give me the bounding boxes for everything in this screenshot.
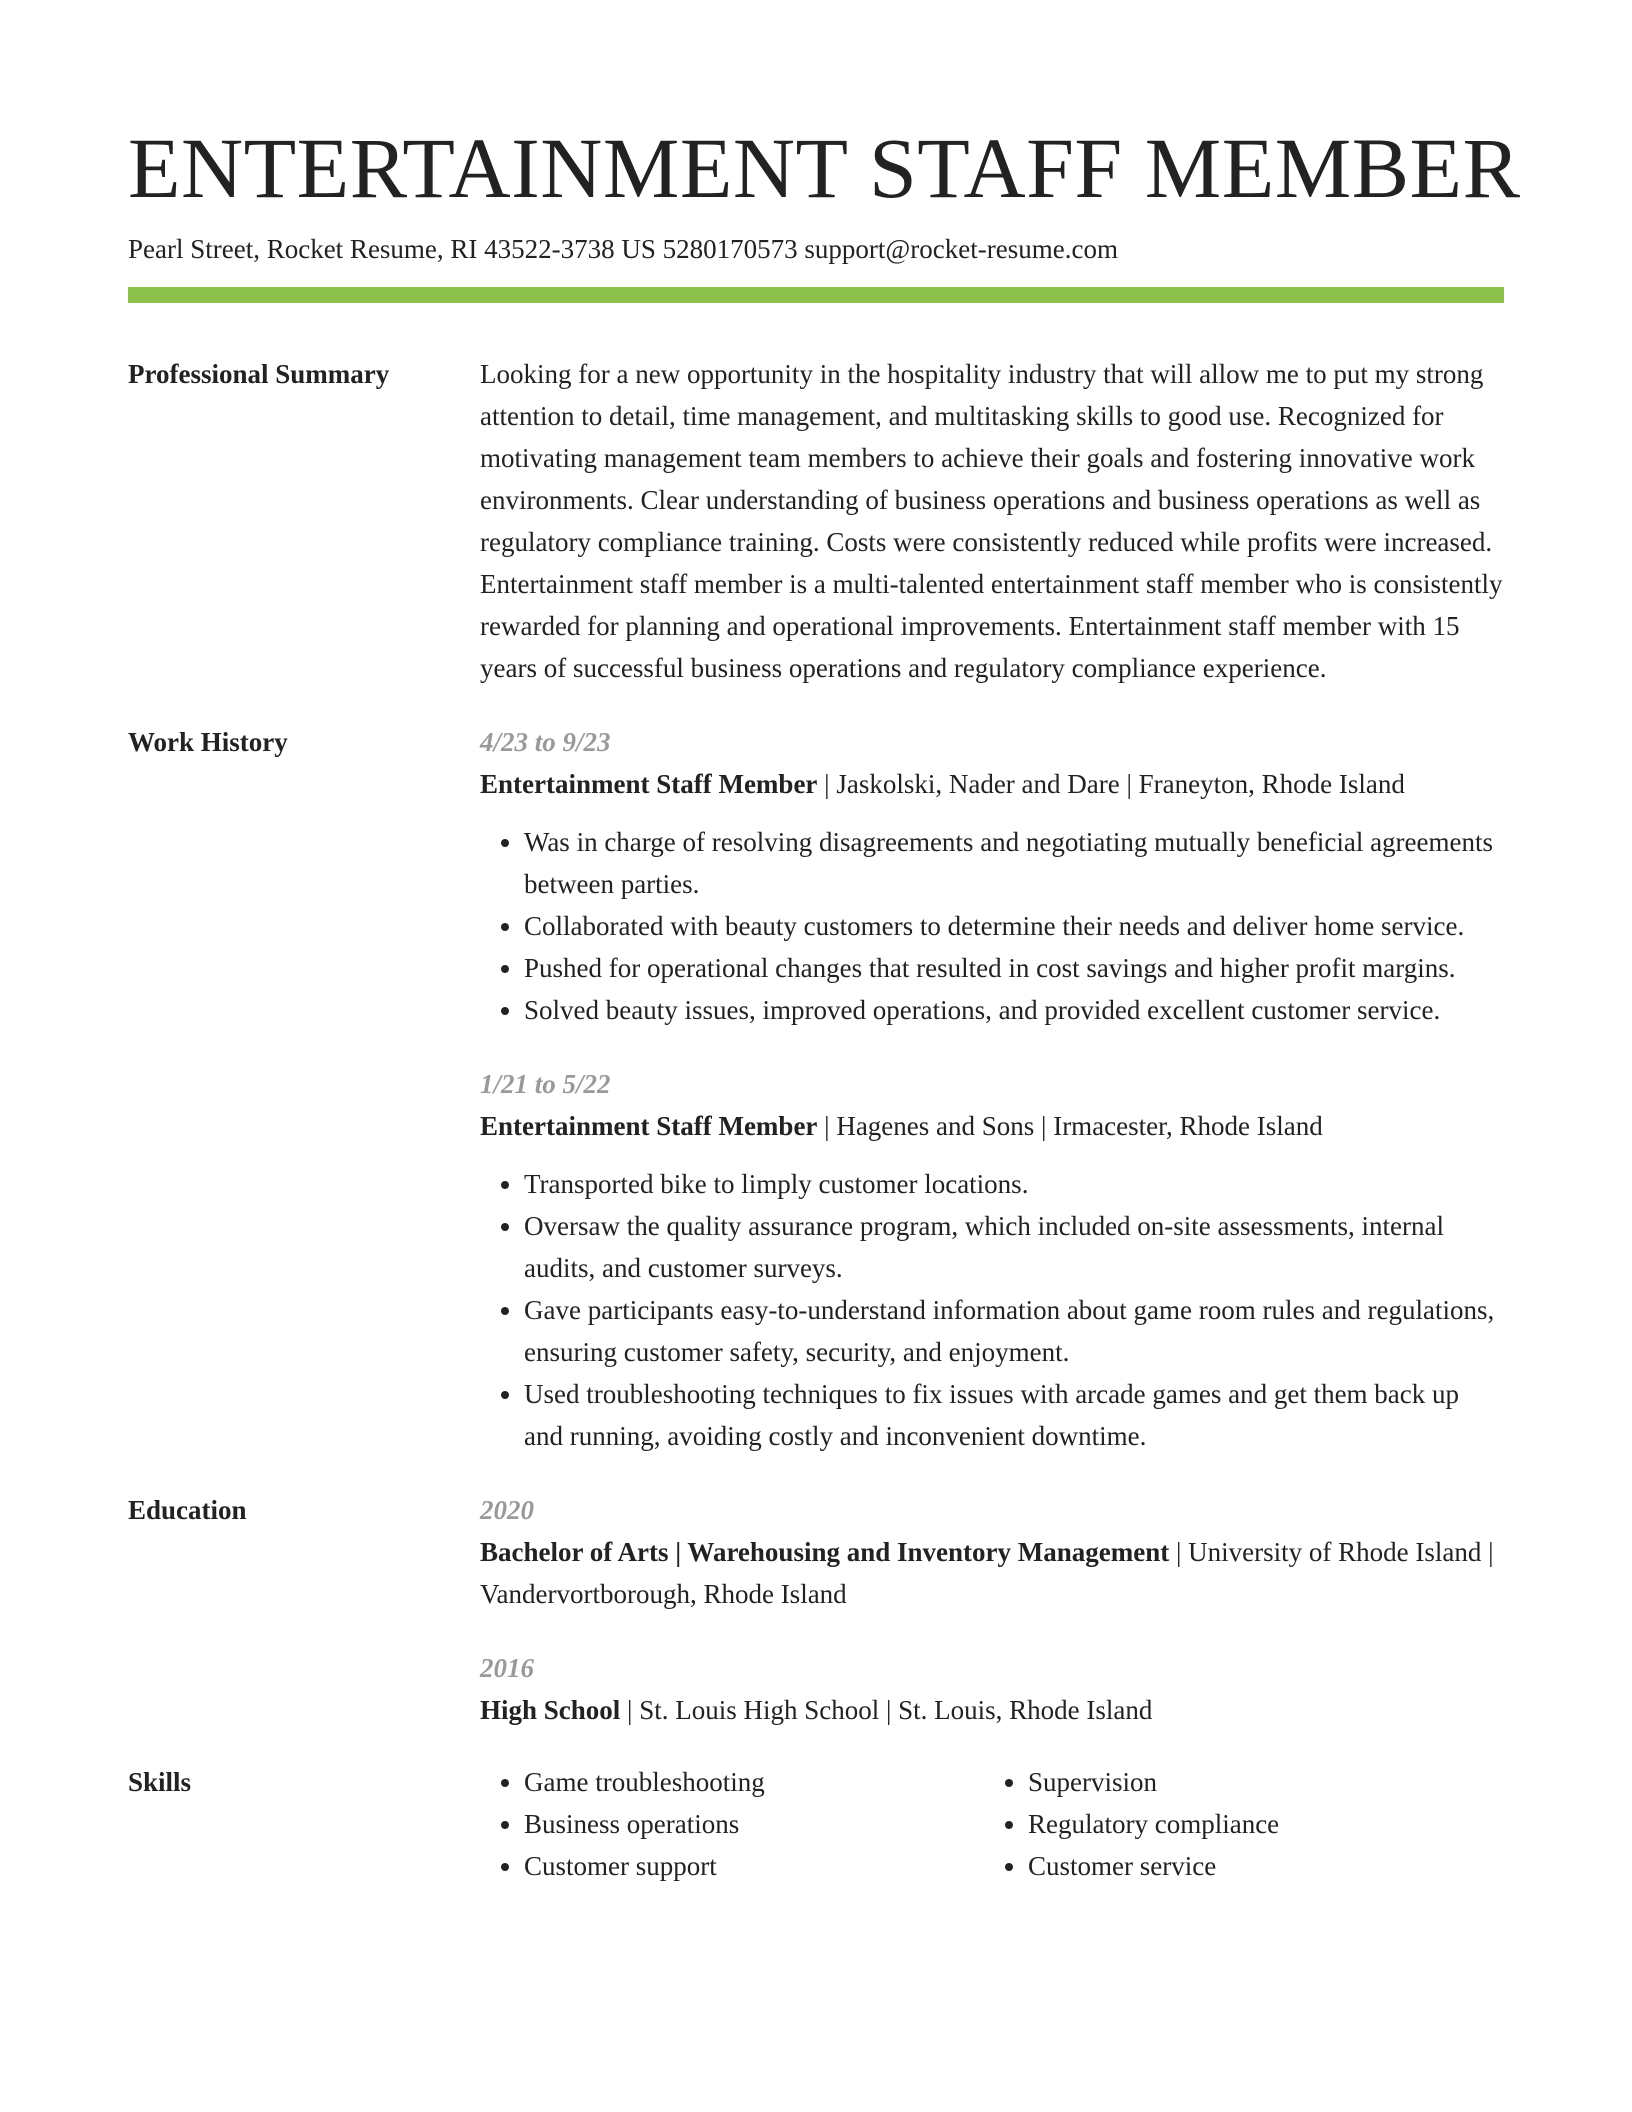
section-title-education: Education — [128, 1495, 247, 1525]
education-degree: High School — [480, 1695, 621, 1725]
job-role: Entertainment Staff Member — [480, 769, 818, 799]
job-bullets — [480, 821, 1504, 1031]
education-section — [128, 1489, 1504, 1731]
skill-item: • Regulatory compliance — [1028, 1803, 1488, 1845]
skills-column-left — [480, 1761, 984, 1887]
job-entry — [480, 721, 1504, 1031]
skill-item: • Supervision — [1028, 1761, 1488, 1803]
education-year: 2020 — [480, 1495, 534, 1525]
skills-grid — [480, 1761, 1504, 1887]
skill-item: • Game troubleshooting — [524, 1761, 984, 1803]
section-title-summary: Professional Summary — [128, 359, 390, 389]
education-school-location: | St. Louis High School | St. Louis, Rhode Island — [620, 1695, 1153, 1725]
job-bullet: • Oversaw the quality assurance program, which included on-site assessments, internal audits, and customer surveys. — [524, 1205, 1504, 1289]
job-entry — [480, 1063, 1504, 1457]
job-employer-location: | Jaskolski, Nader and Dare | Franeyton, Rhode Island — [817, 769, 1405, 799]
job-bullet: • Used troubleshooting techniques to fix issues with arcade games and get them back up and running, avoiding costly and inconvenient downtime. — [524, 1373, 1504, 1457]
education-entry — [480, 1647, 1504, 1731]
job-bullet: • Gave participants easy-to-understand information about game room rules and regulations, ensuring customer safety, security, and enjoyment. — [524, 1289, 1504, 1373]
job-bullet: • Was in charge of resolving disagreements and negotiating mutually beneficial agreements between parties. — [524, 821, 1504, 905]
job-bullet: • Transported bike to limply customer locations. — [524, 1163, 1504, 1205]
education-degree: Bachelor of Arts | Warehousing and Inventory Management — [480, 1537, 1170, 1567]
job-dates: 4/23 to 9/23 — [480, 727, 611, 757]
job-role: Entertainment Staff Member — [480, 1111, 818, 1141]
education-title-line — [480, 1689, 1504, 1731]
job-employer-location: | Hagenes and Sons | Irmacester, Rhode Island — [817, 1111, 1323, 1141]
header-divider — [128, 287, 1504, 303]
section-title-skills: Skills — [128, 1767, 192, 1797]
job-dates: 1/21 to 5/22 — [480, 1069, 611, 1099]
education-title-line — [480, 1531, 1504, 1615]
skills-column-right — [984, 1761, 1488, 1887]
resume-page — [128, 118, 1521, 1887]
resume-header — [128, 118, 1521, 303]
skill-item: • Customer service — [1028, 1845, 1488, 1887]
skill-item: • Business operations — [524, 1803, 984, 1845]
skill-item: • Customer support — [524, 1845, 984, 1887]
job-bullet: • Collaborated with beauty customers to determine their needs and deliver home service. — [524, 905, 1504, 947]
summary-text: Looking for a new opportunity in the hospitality industry that will allow me to put my strong attention to detail, time management, and multitasking skills to good use. Recognized for motivating management team members to achieve their goals and fostering innovative work environments. Clear understanding of business operations and business operations as well as regulatory compliance training. Costs were consistently reduced while profits were increased. Entertainment staff member is a multi-talented entertainment staff member who is consistently rewarded for planning and operational improvements. Entertainment staff member with 15 years of successful business operations and regulatory compliance experience. — [480, 359, 1503, 683]
summary-section — [128, 353, 1504, 689]
job-bullets — [480, 1163, 1504, 1457]
education-year: 2016 — [480, 1653, 534, 1683]
education-entry — [480, 1489, 1504, 1615]
candidate-name: ENTERTAINMENT STAFF MEMBER — [128, 120, 1521, 216]
job-title-line — [480, 763, 1504, 805]
contact-info: Pearl Street, Rocket Resume, RI 43522-3738 US 5280170573 support@rocket-resume.com — [128, 234, 1118, 264]
section-title-work-history: Work History — [128, 727, 288, 757]
job-bullet: • Pushed for operational changes that resulted in cost savings and higher profit margins. — [524, 947, 1504, 989]
work-history-section — [128, 721, 1504, 1457]
job-bullet: • Solved beauty issues, improved operations, and provided excellent customer service. — [524, 989, 1504, 1031]
job-title-line — [480, 1105, 1504, 1147]
skills-section — [128, 1761, 1504, 1887]
education-school-location: | University of Rhode Island | Vandervortborough, Rhode Island — [480, 1537, 1494, 1609]
